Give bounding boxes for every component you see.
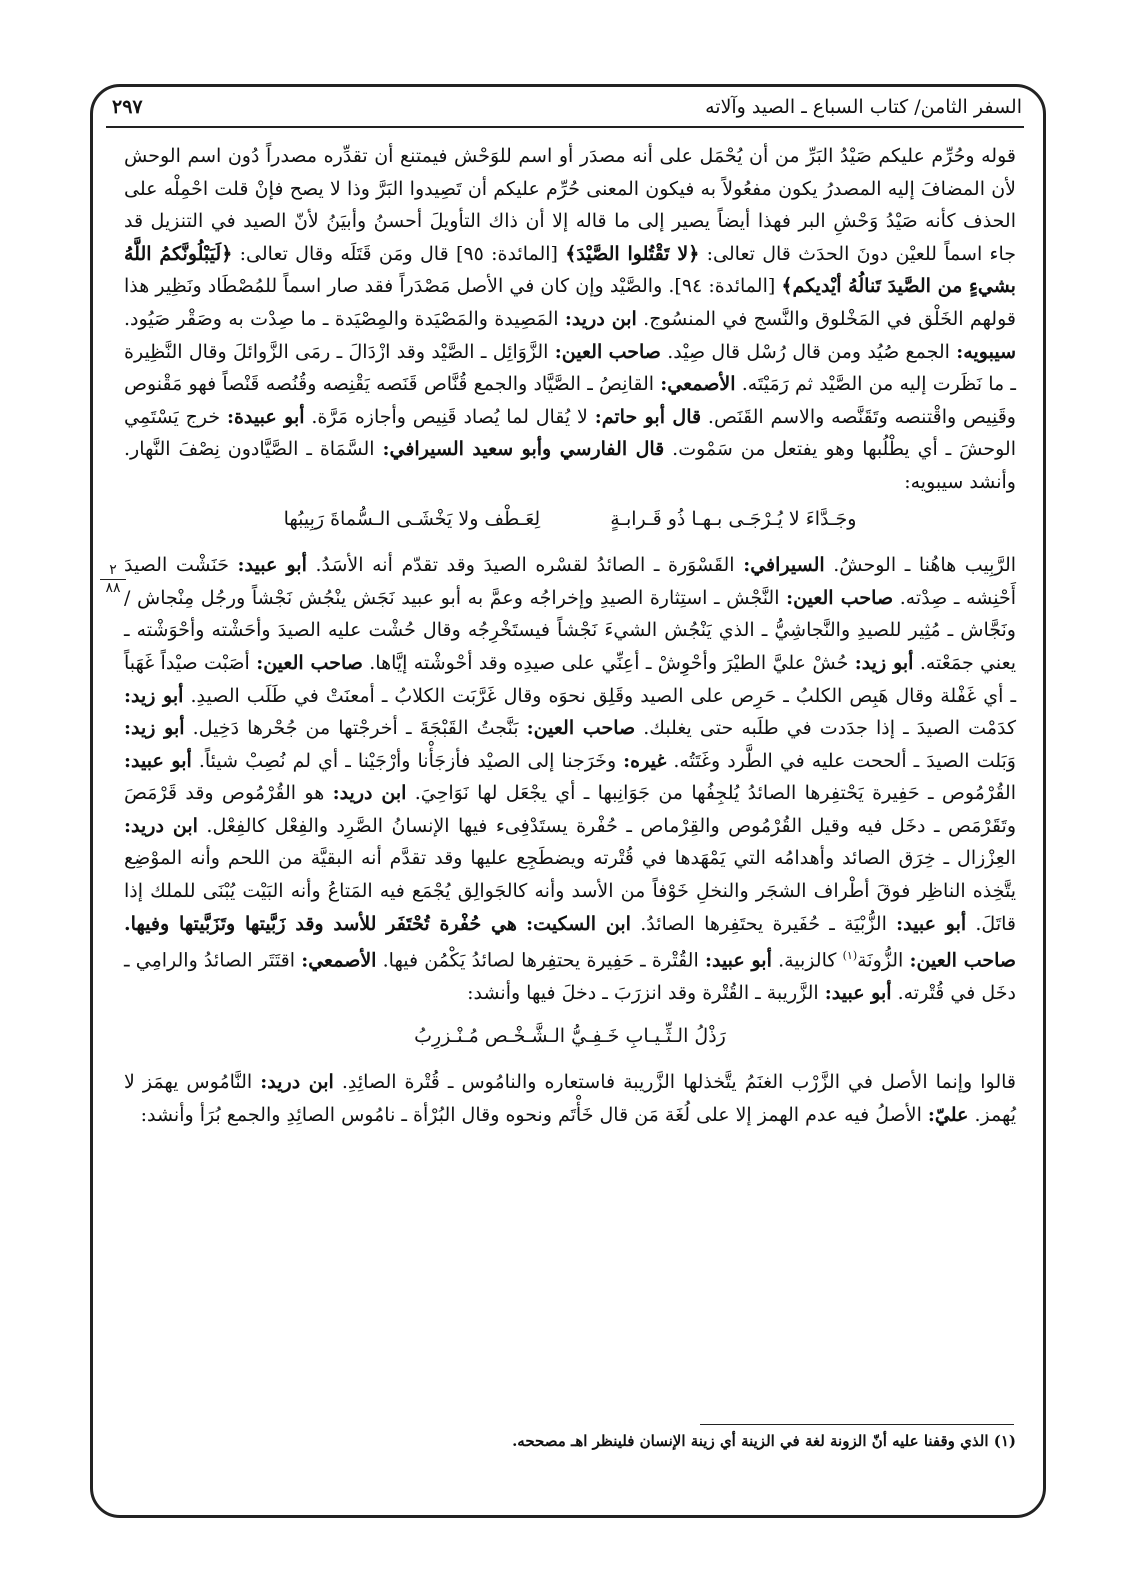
text-line: الزُّونَة xyxy=(857,949,904,972)
text-line: اقتَتَر الصائدُ والرامِي ـ دخَل في قُتْرته. xyxy=(124,949,1016,1005)
quran-quote: ﴿لَيَبْلُونَّكمُ اللَّهُ بشيءٍ من الصَّيدَ تَنالُهُ أيْديكم﴾ xyxy=(124,242,1016,298)
quran-quote: ﴿لا تَقْتُلوا الصَّيْدَ﴾ xyxy=(565,242,700,265)
source-name: أبو عبيد: xyxy=(124,749,192,772)
text-line: وقال تعالى: xyxy=(239,242,334,265)
text-line: فقد صار اسماً للمُصْطَاد ونَظِير هذا قولهم الخَلْق في المَخْلوق والنَّسج في المنسُوج. xyxy=(124,275,1016,330)
text-line: كالزبية. xyxy=(778,949,837,972)
text-line: الصيدَ أَحْنِشه ـ صِدْته. xyxy=(124,554,1016,609)
text-line: النَّامُوس يهمَز لا يُهمز. xyxy=(124,1071,1016,1126)
text-line: القُرْمُوص ـ حَفِيرة يَحْتفِرها الصائدُ يُلجِفُها xyxy=(691,782,1017,805)
text-line: والقِرْماص ـ حُفْرة يستَدْفِىء فيها الإنسانُ الصَّرِد والفِعْل كالفِعْل. xyxy=(206,814,720,837)
source-name: ابن السكيت: xyxy=(526,912,631,935)
text-line: وأحَشْته وأحْوَشْته ـ يعني جمَعْته. xyxy=(124,619,1017,674)
source-name: أبو عبيد: xyxy=(824,982,892,1005)
text-line: السَّمَاة ـ الصَّيَّادون نِصْفَ النَّهار. وأنشد سيبويه: xyxy=(124,438,1016,493)
text-line: قوله وحُرِّم عليكم صَيْدُ البَرِّ من أن يُحْمَل على أنه مصدَر أو اسم للوَحْش فيمتنع أن تقدِّره مصدراً دُون اسم xyxy=(187,145,1016,167)
text-line: العِزْزال ـ خِرَق الصائد وأهدامُه التي xyxy=(733,847,1016,870)
poetry-verse-1 xyxy=(124,503,1016,536)
text-line: قالوا وإنما الأصل في الزَّرْب الغنَمُ يتَّخذلها الزَّريبة فاستعاره والنامُوس ـ قُتْرة الصائِدِ. xyxy=(341,1071,1016,1094)
text-line: بَنَّجتُ القَبْجَةَ ـ أخرجْتها من جُحْرها دَخِيل. xyxy=(192,717,519,740)
text-line: حَنَشْت xyxy=(175,554,229,577)
paragraph-3 xyxy=(124,1066,1016,1131)
text-line: الزَّريبة ـ القُتْرة وقد انزرَبَ ـ دخلَ فيها وأنشد: xyxy=(467,982,819,1005)
text-line: النَّجْش ـ استِثارة الصيدِ وإخراجُه وعمَّ به أبو عبيد نَجَش ينْجُش نَجْشاً xyxy=(251,586,780,609)
text-line: والنخلِ خَوْفاً من الأسد وأنه كالجَوالِق يُجْمَع فيه المَتاعُ وأنه البَيْت يُبْنَى للملك إذا قاتَلَ. xyxy=(124,880,1016,935)
text-line: الرَّبِيب هاهُنا ـ الوحشُ. xyxy=(833,554,1017,577)
source-name: أبو عبيد: xyxy=(237,554,307,577)
text-line: هو القُرْمُوص وقد قَرْمَصَ وتَقَرْمَص ـ دخَل فيه وقيل القُرْمُوص xyxy=(124,782,1016,837)
text-line: الصيد في التنزيل قد جاء اسماً للعيْن دونَ الحدَث قال تعالى: xyxy=(124,210,1016,265)
text-line: أصَبْت صيْداً غَهَباً ـ أي غَفْلة وقال هَبِص الكلبُ ـ حَرِص على الصيد وقَلِق نحوَه وقال غَرَّبَت xyxy=(124,651,1017,707)
text-line: [المائدة: ٩٥] قال ومَن قَتَلَه xyxy=(340,242,558,265)
marginal-ref-bottom: ٨٨ xyxy=(105,580,121,596)
text-line: من جَوَانِبها ـ أي يجْعَل لها نَوَاحِيَ. xyxy=(414,782,683,805)
source-name: أبو عبيد: xyxy=(896,912,967,935)
text-line: وَبَلت الصيدَ ـ ألححت عليه في الطَّرد وغَتَتُه. xyxy=(673,749,1016,772)
source-name: سيبويه: xyxy=(956,340,1016,363)
source-name: ابن دريد: xyxy=(124,814,198,837)
source-name: قال أبو حاتم: xyxy=(594,405,702,428)
text-line: الجمع صُيُد ومن قال رُسْل قال صِيْد. xyxy=(667,340,950,363)
marginal-ref-top: ٢ xyxy=(100,562,126,580)
text-line: قلت احْمِلْه على الحذف كأنه صَيْدُ وَحْشِ البر فهذا أيضاً يصير إلى ما قاله إلا أن ذاك التأويلَ أحسنُ وأبيَنُ لأنّ xyxy=(124,177,1016,233)
text-line: الوحش لأن المضافَ إليه المصدرُ يكون مفعُولاً به فيكون المعنى حُرِّم عليكم أن تَصِيدوا البَرَّ وذا لا يصح فإنْ xyxy=(124,145,1016,200)
text-line: ورجُل مِنْجاش / ونَجَّاش ـ مُثِير للصيدِ والنَّجاشِيُّ ـ الذي يَنْجُش الشيءَ نَجْشاً فيستَخْرِجُه وقال حُشْت عليه الصيدَ xyxy=(124,586,1016,642)
text-line: الأصلُ فيه عدم الهمز إلا على لُغَة مَن قال خَأْتَم ونحوه وقال البُرْأة ـ نامُوس xyxy=(341,1103,922,1126)
marginal-page-ref xyxy=(100,562,126,596)
source-name: ابن دريد: xyxy=(332,782,407,805)
source-name: السيرافي: xyxy=(743,554,825,577)
text-line: كدَمْت الصيدَ ـ إذا جدَدت في طلَبه حتى يغلبك. xyxy=(643,717,1017,740)
text-line: [المائدة: ٩٤]. والصَّيْد وإن كان في الأصل مَصْدَراً xyxy=(399,275,776,298)
poetry-verse-2 xyxy=(124,1020,1016,1053)
text-line: يَمْهَدها في قُتْرته ويضطَجِع عليها وقد تقدَّم أنه البقيَّة من اللحم وأنه الموْضِع يتَّخِذه الناظِر فوقَ أطْراف الشجَر xyxy=(124,847,1016,903)
source-name: صاحب العين: xyxy=(526,717,636,740)
text-line: وخَرَجنا إلى الصيْد فأزجَأْنا وأرْجَيْنا ـ أي لم نُصِبْ شيئاً. xyxy=(198,749,617,772)
text-line: القَسْوَرة ـ الصائدُ لقسْره الصيدَ وقد تقدّم أنه الأسَدُ. xyxy=(315,554,735,577)
paragraph-1 xyxy=(124,140,1016,499)
verse-hemistich: رَذْلُ الـثِّـيـابِ خَـفِـيُّ الـشَّـخْـص مُـنْـزرِبُ xyxy=(414,1024,726,1047)
source-name: صاحب xyxy=(608,340,661,363)
source-name: الأصمعي: xyxy=(301,949,377,972)
header-rule xyxy=(106,126,1024,128)
source-name: غيره: xyxy=(623,749,667,772)
source-name: ابن دريد: xyxy=(260,1071,334,1094)
verse-hemistich-left: لِعَـطْف ولا يَخْشَـى الـسُّماةَ رَبِيبُها xyxy=(283,507,541,530)
source-name: قال الفارسي وأبو سعيد السيرافي: xyxy=(382,438,665,461)
paragraph-2 xyxy=(124,549,1016,1010)
running-header xyxy=(112,92,1022,122)
text-line: الزُّبْيَة ـ حُفَيرة xyxy=(772,912,887,935)
source-name: صاحب العين: xyxy=(786,586,894,609)
source-name: صاحب العين: xyxy=(909,949,1017,972)
source-name: أبو عبيدة: xyxy=(226,405,305,428)
text-line-bold: هي حُفْرة تُحْتَفَر للأسد وقد زَبَّيتها وتَزَبَّيتها وفيها. xyxy=(124,912,517,935)
text-line: الزَّوَائِل ـ الصَّيْد وقد ازْدَالَ ـ رمَى الزَّوائلَ وقال النَّظِيرة ـ ما نَظَرت إليه من الصَّيْد ثم رَمَيْتَه. xyxy=(124,340,1016,396)
text-line: الكلابُ ـ أمعنَتْ في طَلَب الصيدِ. xyxy=(190,684,446,707)
footnote-rule xyxy=(700,1424,1014,1425)
text-line: خرج يَسْتَمِي الوحشَ ـ أي يطْلُبها وهو يفتعل من xyxy=(124,405,1016,461)
text-line: القُتْرة ـ حَفِيرة يحتفِرها لصائدُ يَكْمُن فيها. xyxy=(382,949,699,972)
source-name: الأصمعي: xyxy=(660,373,736,396)
source-name: أبو زيد: xyxy=(124,717,185,740)
footnote: (١) الذي وقفنا عليه أنّ الزونة لغة في الزينة أي زينة الإنسان فلينظر اهـ مصححه. xyxy=(512,1432,1016,1450)
text-line: المَصِيدة xyxy=(494,307,559,330)
text-line: القانِصُ ـ الصَّيَّاد والجمع قُنَّاص قَنَصه يَقْنِصه وقُنُصه قَنْصاً فهو مَقْنوص وقَنِيص واقْتنصه وتَقَنَّصه والاسم القَنَص. xyxy=(124,373,1016,428)
source-name: أبو زيد: xyxy=(854,651,914,674)
page-number: ٢٩٧ xyxy=(112,96,143,118)
source-name: العين: xyxy=(554,340,603,363)
source-name: أبو زيد: xyxy=(124,684,184,707)
source-name: أبو عبيد: xyxy=(704,949,772,972)
source-name: عليّ: xyxy=(927,1103,969,1126)
text-line: يحتَفِرها الصائدُ. xyxy=(640,912,764,935)
source-name: ابن دريد: xyxy=(564,307,637,330)
text-line: حُشْ عليَّ الطيْرَ وأحْوِشْ ـ أعِنِّي على صيدِه وقد أحْوشْته إيَّاها. xyxy=(369,651,849,674)
verse-hemistich-right: وجَـدَّاءَ لا يُـرْجَـى بـهـا ذُو قَـرابـةٍ xyxy=(610,507,857,530)
text-line: الصائِدِ والجمع بُرَأ وأنشد: xyxy=(140,1103,336,1126)
text-line: سَمْوت. xyxy=(672,438,733,461)
text-line: لا يُقال لما يُصاد قَنِيص وأجازه مَرَّة. xyxy=(311,405,588,428)
source-name: صاحب العين: xyxy=(256,651,363,674)
footnote-ref: (١) xyxy=(842,949,858,963)
text-line: والمَصْيَدة والمِصْيَدة ـ ما صِدْت به وصَقْر صَيُود. xyxy=(124,307,488,330)
header-title: السفر الثامن/ كتاب السباع ـ الصيد وآلاته xyxy=(705,96,1022,118)
main-text xyxy=(124,140,1016,1132)
